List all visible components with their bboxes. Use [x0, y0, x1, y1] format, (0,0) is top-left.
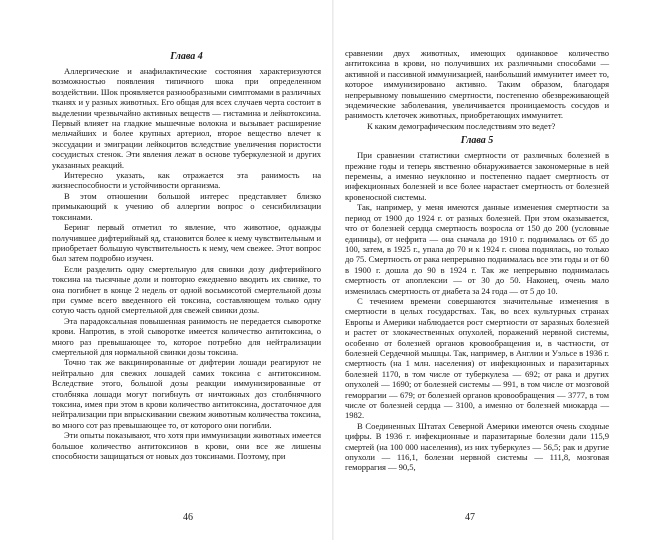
chapter-heading: Глава 5 — [460, 135, 494, 147]
left-page — [0, 0, 333, 540]
page-number: 47 — [465, 512, 475, 523]
paragraph: В этом отношении большой интерес представляет близко примыкающий к учению об аллергии вопрос о сенсибилизации токсинами. — [52, 190, 321, 222]
paragraph: Беринг первый отметил то явление, что животное, однажды получившее дифтерийный яд, становится более к нему чувствительным и приобретает большую чувствительность к нему, чем свежее. Этот вопрос был затем подробно изучен. — [52, 222, 321, 264]
paragraph: С течением времени совершаются значительные изменения в смертности в целых государствах. Так, во всех культурных странах Европы и Америки наблюдается рост смертности от заразных болезней и растет от злокачественных опухолей, поражений нервной системы, особенно от болезней органов кровообращения и, в частности, от болезней Сердечной мышцы. Так, например, в Англии и Уэльсе в 1936 г. смертность (на 1 млн. населения) от инфекционных и паразитарных болезней 1170, в том числе от туберкулеза — 692; от рака и других опухолей — 1690; от болезней системы — 991, в том числе от мозговой геморрагии — 679; от болезней органов кровообращения — 3777, в том числе от болезней сердца — 3100, а именно от болезней миокарда — 1982. — [345, 295, 609, 421]
page-number: 46 — [183, 512, 193, 523]
paragraph: сравнении двух животных, имеющих одинаковое количество антитоксина в крови, но получивших их различными способами — активной и пассивной иммунизацией, наибольший иммунитет имеет то, которое иммунизировано активно. Таким образом, благодаря непрерывному повышению смертности, постепенно обезвреживающей эндемические заболевания, увеличивается проницаемость сосудов и ранимость клеточек животных, приобретающих иммунитет. — [345, 48, 609, 121]
right-page — [333, 0, 667, 540]
paragraph: В Соединенных Штатах Северной Америки имеются очень сходные цифры. В 1936 г. инфекционные и паразитарные болезни дали 115,9 смертей (на 100 000 населения), из них туберкулез — 56,5; рак и другие опухоли — 116,1, болезни нервной системы — 111,8, мозговая геморрагия — 90,5, — [345, 420, 609, 473]
paragraph: Эта парадоксальная повышенная ранимость не передается сыворотке крови. Напротив, в этой сыворотке имеется количество антитоксина, о много раз превышающее то, которое потребно для нейтрализации смертельной для нормальной свинки дозы токсина. — [52, 315, 321, 357]
paragraph: Эти опыты показывают, что хотя при иммунизации животных имеется большое количество антитоксинов в крови, они все же лишены способности защищаться от новых доз токсинами. Поэтому, при — [52, 430, 321, 462]
paragraph: Интересно указать, как отражается эта ранимость на жизнеспособности и устойчивости организма. — [52, 170, 321, 191]
paragraph: Так, например, у меня имеются данные изменения смертности за период от 1900 до 1924 г. от разных болезней. При этом оказывается, что от болезней сердца смертность возросла от 150 до 200 (условные единицы), от нефрита — она сначала до 1910 г. поднималась от 65 до 100, затем, в 1925 г., упала до 70 и к 1924 г. снова поднялась, но только до 75. Смертность от рака непрерывно поднималась все эти годы и от 60 в 1900 г. дошла до 90 в 1924 г. Так же непрерывно поднималась смертность от апоплексии — от 30 до 50. Наконец, очень мало изменилась смертность от диабета за 24 года — от 5 до 10. — [345, 202, 609, 296]
paragraph: Точно так же вакцинированные от дифтерии лошади реагируют не нейтрально для свежих лошадей самих токсина с антитоксином. Вследствие этого, большой дозы реакции иммунизированные от столбняка лошади могут погибнуть от ничтожных доз столбнячного токсина, имея при этом в крови количество антитоксина, достаточное для нейтрализации при впрыскивании свежим животным количества токсина, во много сот раз превышающее то, от которого они погибли. — [52, 357, 321, 430]
question-line: К каким демографическим последствиям это ведет? — [367, 120, 556, 131]
paragraph: Если разделить одну смертельную для свинки дозу дифтерийного токсина на тысячные доли и повторно ежедневно вводить их свинке, то она погибнет в конце 2 недель от одной восьмисотой смертельной дозы при сумме всего введенного ей токсина, составляющем только одну сотую часть одной смертельной для свежей свинки дозы. — [52, 263, 321, 316]
chapter-heading: Глава 4 — [170, 51, 203, 62]
paragraph: Аллергические и анафилактические состояния характеризуются возможностью появления типичного шока при определенном воздействии. Шок проявляется разнообразными симптомами в различных тканях и у разных животных. Его общая для всех случаев черта состоит в выделении чрезвычайно активных веществ — гистамина и лейкотоксина. Первый влияет на гладкие мышечные волокна и вызывает расширение мельчайших и более крупных артериол, второе вещество влечет к экссудации и эмиграции лейкоцитов вследствие увеличения пористости сосудистых стенок. Эти явления лежат в основе туберкулезной и других указанных реакций. — [52, 66, 321, 170]
paragraph: При сравнении статистики смертности от различных болезней в прежние годы и теперь явственно обнаруживается закономерные в ней перемены, а именно неуклонно и постепенно падает смертность от инфекционных болезней и все более нарастает смертность от болезней кровеносной системы. — [345, 150, 609, 202]
